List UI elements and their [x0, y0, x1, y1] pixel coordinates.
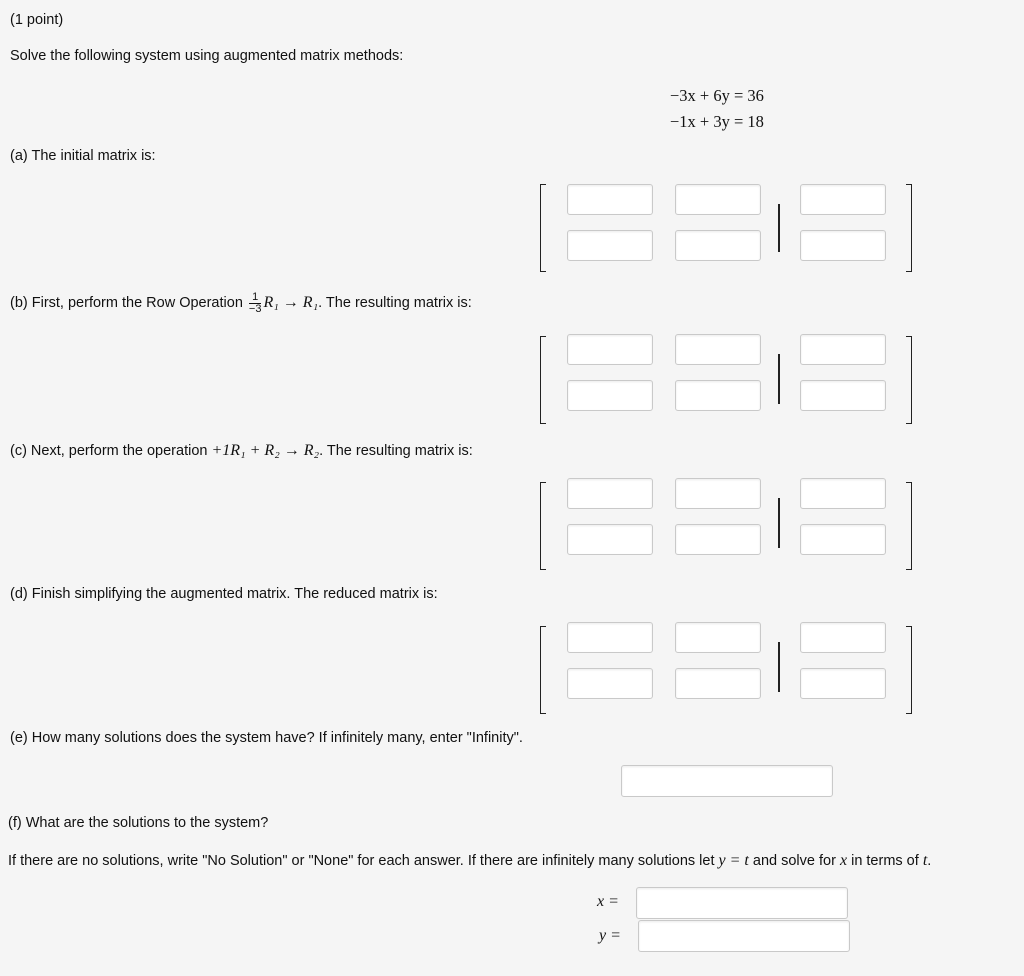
matrix-b-cell-1-1[interactable]	[567, 334, 653, 365]
matrix-b-cell-1-3[interactable]	[800, 334, 886, 365]
x-label: x =	[597, 893, 619, 910]
matrix-c-cell-2-2[interactable]	[675, 524, 761, 555]
matrix-d-cell-2-3[interactable]	[800, 668, 886, 699]
matrix-a-cell-2-1[interactable]	[567, 230, 653, 261]
augment-bar	[778, 642, 780, 692]
note-variable-x: x	[839, 852, 848, 869]
matrix-a-cell-1-2[interactable]	[675, 184, 761, 215]
right-bracket	[906, 336, 912, 424]
left-bracket	[540, 336, 546, 424]
note-mid: and solve for	[752, 853, 836, 869]
equation-1: −3x + 6y = 36	[670, 86, 764, 105]
num-solutions-input[interactable]	[621, 765, 833, 797]
matrix-c-cell-2-1[interactable]	[567, 524, 653, 555]
matrix-d-cell-1-1[interactable]	[567, 622, 653, 653]
matrix-a-cell-2-2[interactable]	[675, 230, 761, 261]
part-c-suffix: . The resulting matrix is:	[319, 443, 473, 459]
matrix-c-cell-1-2[interactable]	[675, 478, 761, 509]
left-bracket	[540, 184, 546, 272]
note-prefix: If there are no solutions, write "No Solution" or "None" for each answer. If there are infinitely many solutions let	[8, 853, 715, 869]
matrix-a-cell-2-3[interactable]	[800, 230, 886, 261]
fraction-denominator: −3	[248, 302, 262, 315]
part-b-operation: R₁ → R₁	[263, 294, 319, 311]
part-f-note	[8, 850, 931, 872]
part-c-prefix: (c) Next, perform the operation	[10, 443, 208, 459]
matrix-a-cell-1-3[interactable]	[800, 184, 886, 215]
matrix-c-cell-1-1[interactable]	[567, 478, 653, 509]
matrix-c-cell-1-3[interactable]	[800, 478, 886, 509]
note-let-expression: y = t	[718, 852, 749, 869]
part-e-label: (e) How many solutions does the system have? If infinitely many, enter "Infinity".	[10, 730, 523, 746]
points-label: (1 point)	[10, 12, 64, 28]
part-c-operation: +1R₁ + R₂ → R₂	[211, 442, 320, 459]
augment-bar	[778, 204, 780, 252]
matrix-d-cell-1-3[interactable]	[800, 622, 886, 653]
part-c-label	[10, 440, 473, 462]
part-b-label	[10, 290, 472, 316]
part-d-label: (d) Finish simplifying the augmented matrix. The reduced matrix is:	[10, 586, 438, 602]
augment-bar	[778, 498, 780, 548]
instruction-text: Solve the following system using augmented matrix methods:	[10, 48, 404, 64]
equation-2: −1x + 3y = 18	[670, 112, 764, 131]
y-label: y =	[599, 927, 621, 944]
matrix-b-cell-2-2[interactable]	[675, 380, 761, 411]
matrix-d-cell-2-1[interactable]	[567, 668, 653, 699]
matrix-b-cell-2-1[interactable]	[567, 380, 653, 411]
part-f-label: (f) What are the solutions to the system?	[8, 815, 269, 831]
left-bracket	[540, 626, 546, 714]
part-b-prefix: (b) First, perform the Row Operation	[10, 295, 243, 311]
augment-bar	[778, 354, 780, 404]
matrix-d-cell-2-2[interactable]	[675, 668, 761, 699]
right-bracket	[906, 184, 912, 272]
right-bracket	[906, 482, 912, 570]
matrix-c-cell-2-3[interactable]	[800, 524, 886, 555]
right-bracket	[906, 626, 912, 714]
x-value-input[interactable]	[636, 887, 848, 919]
matrix-b-cell-1-2[interactable]	[675, 334, 761, 365]
row-op-fraction	[249, 292, 262, 315]
y-value-input[interactable]	[638, 920, 850, 952]
note-variable-t: t	[922, 852, 928, 869]
fraction-numerator: 1	[249, 292, 262, 304]
part-a-label: (a) The initial matrix is:	[10, 148, 156, 164]
note-mid2: in terms of	[851, 853, 919, 869]
left-bracket	[540, 482, 546, 570]
matrix-b-cell-2-3[interactable]	[800, 380, 886, 411]
matrix-d-cell-1-2[interactable]	[675, 622, 761, 653]
part-b-suffix: . The resulting matrix is:	[318, 295, 472, 311]
matrix-a-cell-1-1[interactable]	[567, 184, 653, 215]
note-end: .	[927, 853, 932, 869]
